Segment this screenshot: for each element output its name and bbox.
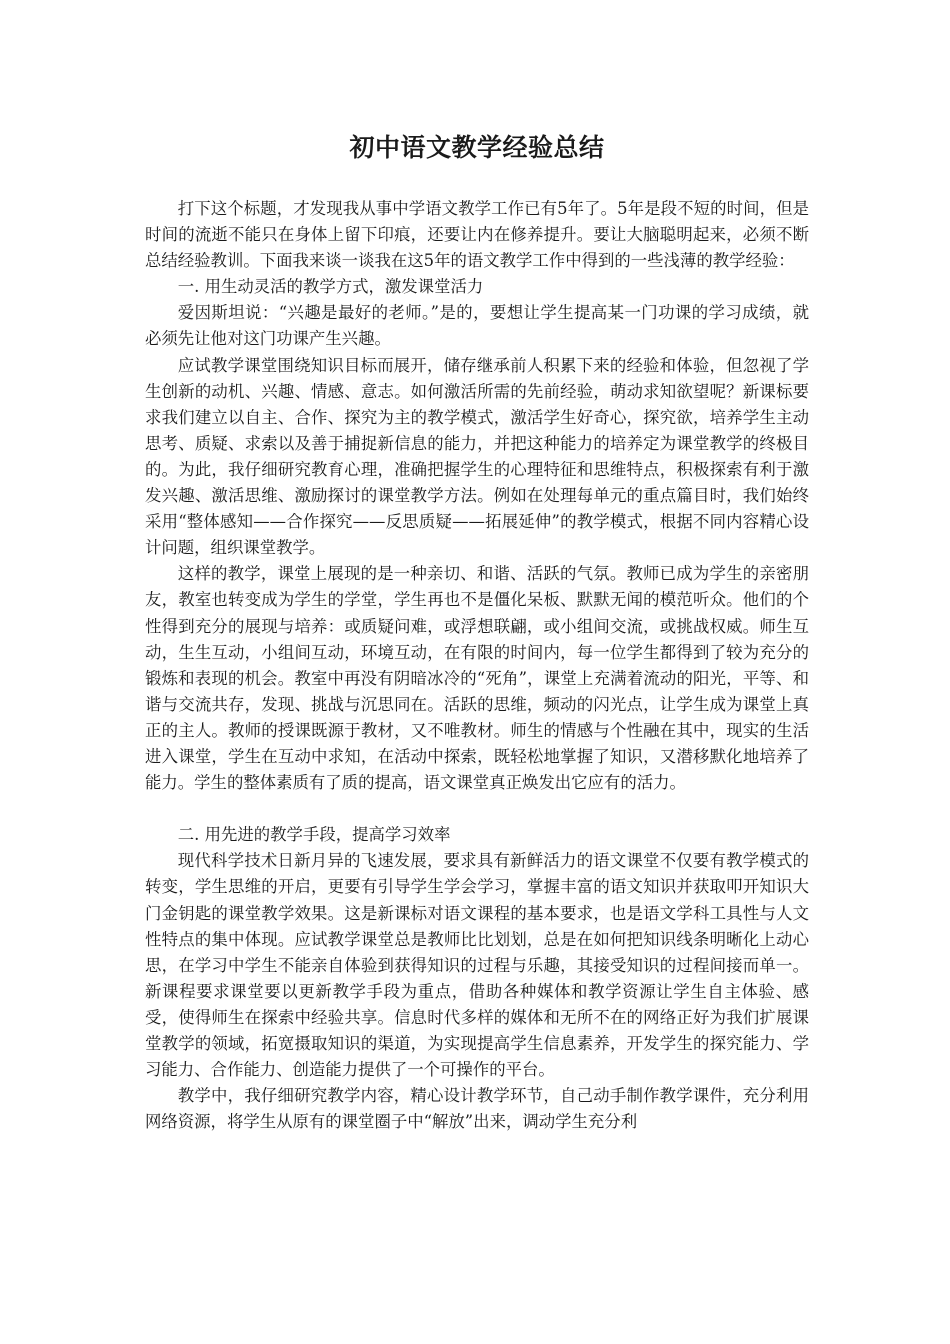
section-2-paragraph-2: 教学中，我仔细研究教学内容，精心设计教学环节，自己动手制作教学课件，充分利用网络资源，将学生从原有的课堂圈子中“解放”出来，调动学生充分利 [145,1086,809,1132]
section-2-paragraph-1: 现代科学技术日新月异的飞速发展，要求具有新鲜活力的语文课堂不仅要有教学模式的转变，学生思维的开启，更要有引导学生学会学习，掌握丰富的语文知识并获取叩开知识大门金钥匙的课堂教学效果。这是新课标对语文课程的基本要求，也是语文学科工具性与人文性特点的集中体现。应试教学课堂总是教师比比划划，总是在如何把知识线条明晰化上动心思，在学习中学生不能亲自体验到获得知识的过程与乐趣，其接受知识的过程间接而单一。新课程要求课堂要以更新教学手段为重点，借助各种媒体和教学资源让学生自主体验、感受，使得师生在探索中经验共享。信息时代多样的媒体和无所不在的网络正好为我们扩展课堂教学的领域，拓宽摄取知识的渠道，为实现提高学生信息素养，开发学生的探究能力、学习能力、合作能力、创造能力提供了一个可操作的平台。 [145,851,809,1080]
section-1-paragraph-2: 应试教学课堂围绕知识目标而展开，储存继承前人积累下来的经验和体验，但忽视了学生创新的动机、兴趣、情感、意志。如何激活所需的先前经验，萌动求知欲望呢？新课标要求我们建立以自主、合作、探究为主的教学模式，激活学生好奇心，探究欲，培养学生主动思考、质疑、求索以及善于捕捉新信息的能力，并把这种能力的培养定为课堂教学的终极目的。为此，我仔细研究教育心理，准确把握学生的心理特征和思维特点，积极探索有利于激发兴趣、激活思维、激励探讨的课堂教学方法。例如在处理每单元的重点篇目时，我们始终采用“整体感知——合作探究——反思质疑——拓展延伸”的教学模式，根据不同内容精心设计问题，组织课堂教学。 [145,355,809,558]
document-title: 初中语文教学经验总结 [349,133,605,162]
section-1-heading: 一. 用生动灵活的教学方式，激发课堂活力 [177,277,484,297]
intro-paragraph: 打下这个标题，才发现我从事中学语文教学工作已有5年了。5年是段不短的时间，但是时间的流逝不能只在身体上留下印痕，还要让内在修养提升。要让大脑聪明起来，必须不断总结经验教训。下面我来谈一谈我在这5年的语文教学工作中得到的一些浅薄的教学经验： [145,199,809,271]
section-2-heading: 二. 用先进的教学手段，提高学习效率 [177,825,451,845]
document-page [145,128,809,1135]
section-1-paragraph-1: 爱因斯坦说：“兴趣是最好的老师。”是的，要想让学生提高某一门功课的学习成绩，就必须先让他对这门功课产生兴趣。 [145,303,809,349]
blank-line [145,796,809,822]
section-1-paragraph-3: 这样的教学，课堂上展现的是一种亲切、和谐、活跃的气氛。教师已成为学生的亲密朋友，教室也转变成为学生的学堂，学生再也不是僵化呆板、默默无闻的模范听众。他们的个性得到充分的展现与培养：或质疑问难，或浮想联翩，或小组间交流，或挑战权威。师生互动，生生互动，小组间互动，环境互动，在有限的时间内，每一位学生都得到了较为充分的锻炼和表现的机会。教室中再没有阴暗冰冷的“死角”，课堂上充满着流动的阳光，平等、和谐与交流共存，发现、挑战与沉思同在。活跃的思维，频动的闪光点，让学生成为课堂上真正的主人。教师的授课既源于教材，又不唯教材。师生的情感与个性融在其中，现实的生活进入课堂，学生在互动中求知，在活动中探索，既轻松地掌握了知识，又潜移默化地培养了能力。学生的整体素质有了质的提高，语文课堂真正焕发出它应有的活力。 [145,564,809,793]
